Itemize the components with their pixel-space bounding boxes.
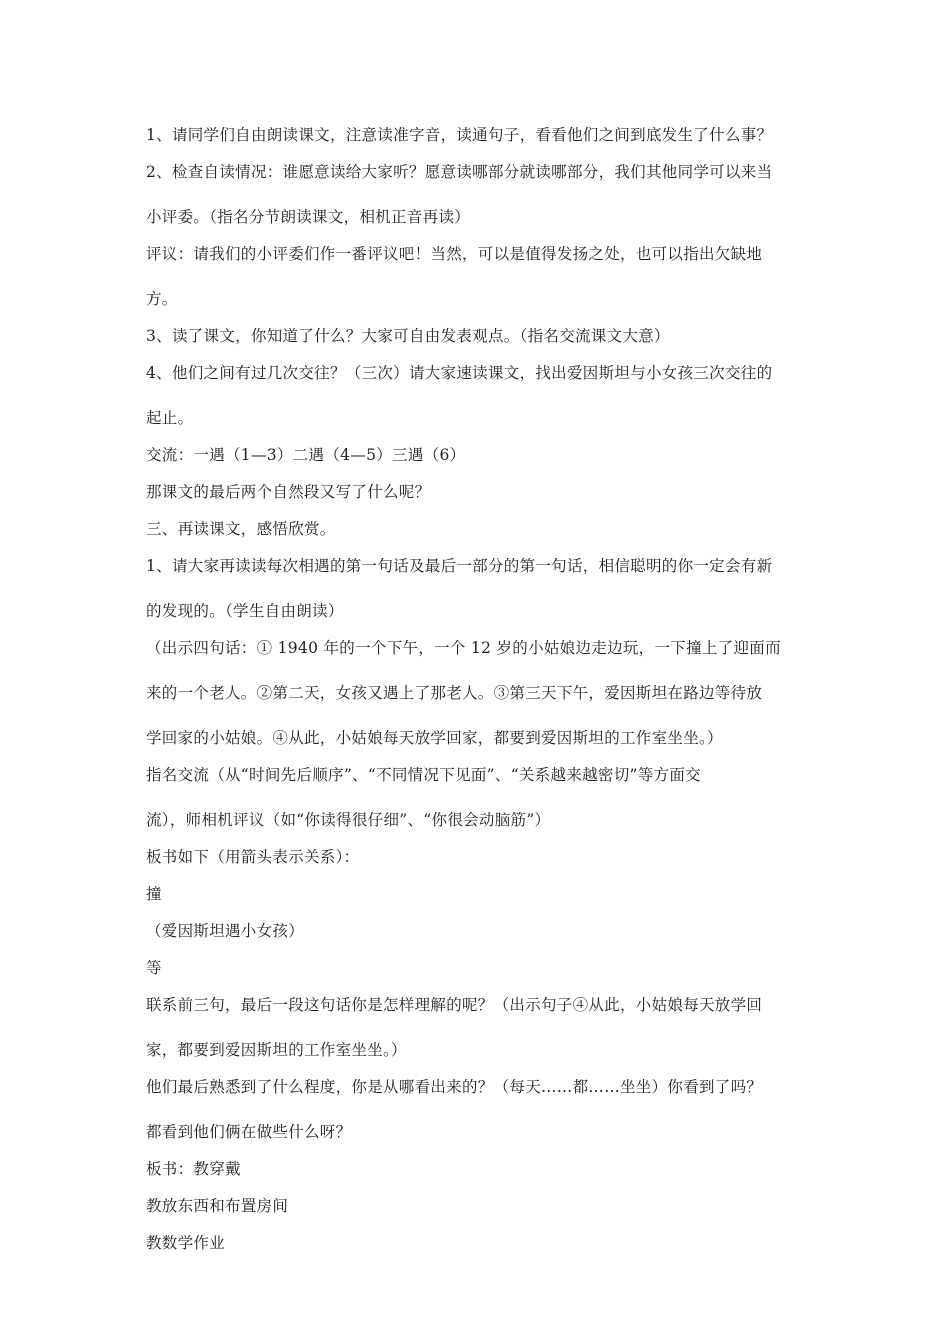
text-line: 学回家的小姑娘。④从此，小姑娘每天放学回家，都要到爱因斯坦的工作室坐坐。） (146, 729, 723, 747)
text-line: 方。 (146, 290, 178, 308)
text-line: 小评委。（指名分节朗读课文，相机正音再读） (146, 208, 471, 226)
text-line: 他们最后熟悉到了什么程度，你是从哪看出来的？（每天……都……坐坐）你看到了吗？ (146, 1078, 763, 1096)
text-line: （出示四句话：① 1940 年的一个下午，一个 12 岁的小姑娘边走边玩，一下撞上了迎面而 (146, 639, 781, 657)
text-line: 那课文的最后两个自然段又写了什么呢？ (146, 483, 431, 501)
text-line: 4、他们之间有过几次交往？（三次）请大家速读课文，找出爱因斯坦与小女孩三次交往的 (146, 364, 773, 382)
text-line: 2、检查自读情况：谁愿意读给大家听？愿意读哪部分就读哪部分，我们其他同学可以来当 (146, 163, 773, 181)
text-line: 家，都要到爱因斯坦的工作室坐坐。） (146, 1041, 407, 1059)
board-text: 等 (146, 959, 162, 977)
text-line: 流），师相机评议（如“你读得很仔细”、“你很会动脑筋”） (146, 811, 551, 829)
text-line: 起止。 (146, 409, 194, 427)
text-line: 交流：一遇（1—3）二遇（4—5）三遇（6） (146, 446, 466, 464)
board-text: （爱因斯坦遇小女孩） (146, 922, 305, 940)
text-line: 1、请大家再读读每次相遇的第一句话及最后一部分的第一句话，相信聪明的你一定会有新 (146, 557, 773, 575)
text-line: 评议：请我们的小评委们作一番评议吧！当然，可以是值得发扬之处，也可以指出欠缺地 (146, 245, 763, 263)
board-text: 撞 (146, 885, 162, 903)
text-line: 指名交流（从“时间先后顺序”、“不同情况下见面”、“关系越来越密切”等方面交 (146, 766, 701, 784)
text-line: 联系前三句，最后一段这句话你是怎样理解的呢？（出示句子④从此，小姑娘每天放学回 (146, 996, 763, 1014)
board-text: 教数学作业 (146, 1234, 226, 1252)
document-body (146, 124, 811, 1254)
board-text: 教放东西和布置房间 (146, 1197, 289, 1215)
text-line: 都看到他们俩在做些什么呀？ (146, 1123, 352, 1141)
text-line: 的发现的。（学生自由朗读） (146, 602, 344, 620)
board-text: 板书：教穿戴 (146, 1160, 241, 1178)
text-line: 来的一个老人。②第二天，女孩又遇上了那老人。③第三天下午，爱因斯坦在路边等待放 (146, 684, 763, 702)
text-line: 板书如下（用箭头表示关系）： (146, 848, 360, 866)
text-line: 1、请同学们自由朗读课文，注意读准字音，读通句子，看看他们之间到底发生了什么事？ (146, 126, 773, 144)
text-line: 3、读了课文，你知道了什么？大家可自由发表观点。（指名交流课文大意） (146, 327, 670, 345)
section-heading: 三、再读课文，感悟欣赏。 (146, 520, 336, 538)
